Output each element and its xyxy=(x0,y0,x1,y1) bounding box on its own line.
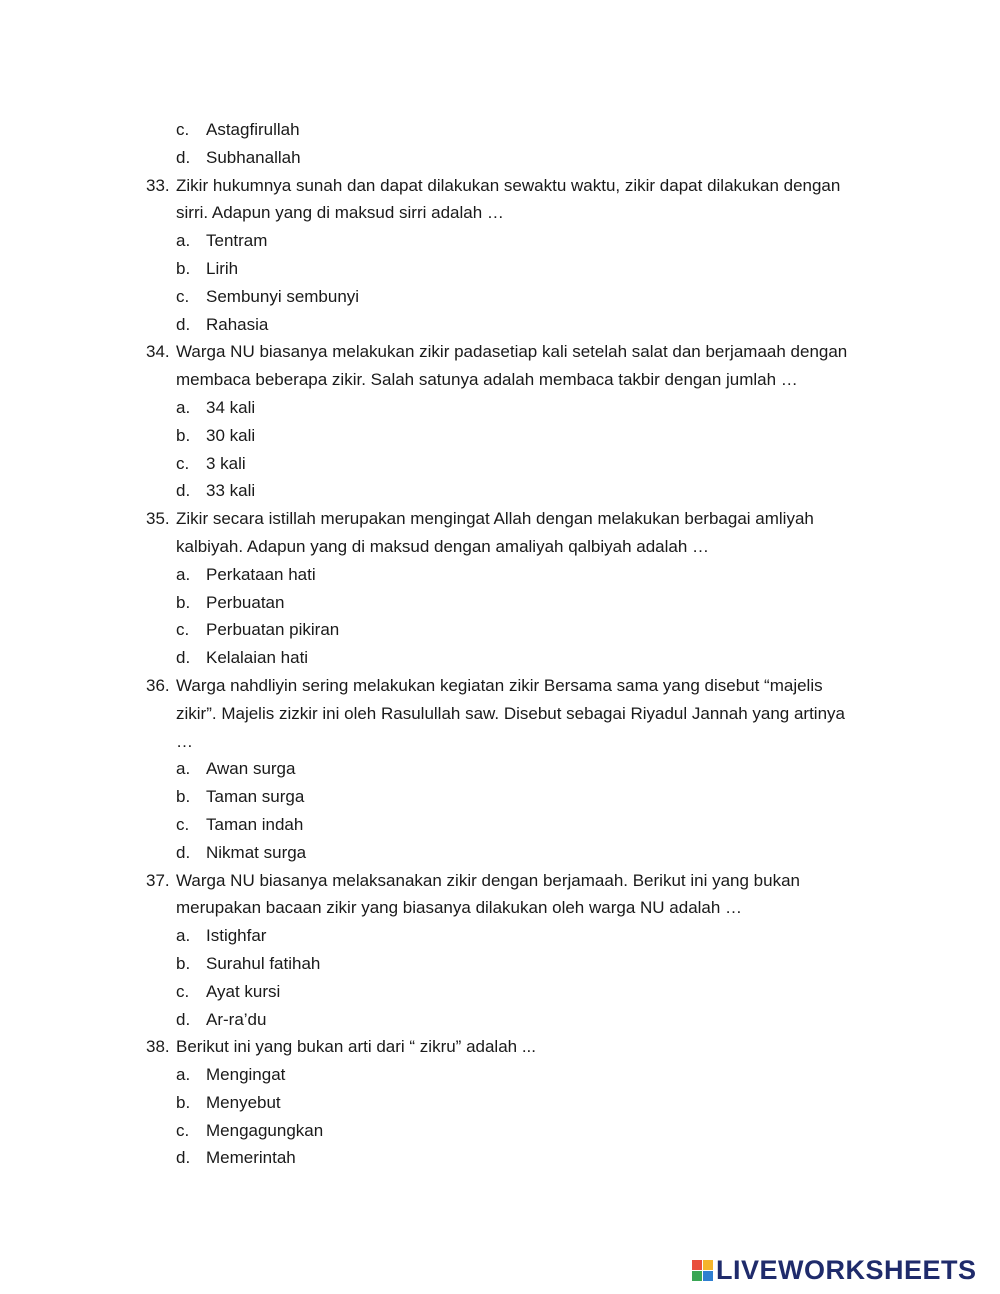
question-line-continued: membaca beberapa zikir. Salah satunya adalah membaca takbir dengan jumlah … xyxy=(176,370,798,390)
option-text: Lirih xyxy=(206,258,239,278)
option-letter: d. xyxy=(176,147,191,167)
answer-option xyxy=(146,950,886,978)
answer-option xyxy=(146,561,886,589)
logo-square xyxy=(703,1271,713,1281)
option-text: Tentram xyxy=(206,231,268,251)
question-line-continued: sirri. Adapun yang di maksud sirri adalah … xyxy=(176,203,504,223)
option-letter: b. xyxy=(176,592,191,612)
answer-option xyxy=(146,1061,886,1089)
question-number: 37. xyxy=(146,870,170,890)
option-letter: b. xyxy=(176,787,191,807)
option-text: Taman indah xyxy=(206,814,304,834)
option-text: Kelalaian hati xyxy=(206,648,309,668)
option-letter: a. xyxy=(176,926,191,946)
option-text: Istighfar xyxy=(206,926,267,946)
question-line xyxy=(146,1033,886,1061)
option-text: Memerintah xyxy=(206,1148,296,1168)
question-line-continued: merupakan bacaan zikir yang biasanya dilakukan oleh warga NU adalah … xyxy=(176,898,743,918)
answer-option xyxy=(146,116,886,144)
answer-option xyxy=(146,1006,886,1034)
question-block xyxy=(146,1033,886,1172)
option-text: Perkataan hati xyxy=(206,564,316,584)
question-block xyxy=(146,172,886,339)
option-text: Ar-ra’du xyxy=(206,1009,267,1029)
liveworksheets-logo-icon xyxy=(692,1260,713,1281)
answer-option xyxy=(146,144,886,172)
option-letter: b. xyxy=(176,1092,191,1112)
option-letter: c. xyxy=(176,1120,190,1140)
answer-option xyxy=(146,616,886,644)
question-block xyxy=(146,867,886,1034)
question-text: Warga NU biasanya melakukan zikir padasetiap kali setelah salat dan berjamaah dengan xyxy=(176,342,848,362)
option-letter: d. xyxy=(176,314,191,334)
option-letter: a. xyxy=(176,231,191,251)
option-text: Awan surga xyxy=(206,759,296,779)
option-letter: d. xyxy=(176,1009,191,1029)
option-letter: a. xyxy=(176,397,191,417)
question-block xyxy=(146,505,886,672)
option-text: Astagfirullah xyxy=(206,120,300,139)
answer-option xyxy=(146,311,886,339)
question-line-continued: … xyxy=(176,731,193,751)
question-number: 36. xyxy=(146,675,170,695)
option-text: Nikmat surga xyxy=(206,842,307,862)
option-text: Perbuatan pikiran xyxy=(206,620,340,640)
answer-option xyxy=(146,839,886,867)
question-block xyxy=(146,672,886,867)
option-letter: b. xyxy=(176,425,191,445)
answer-option xyxy=(146,1144,886,1172)
option-letter: c. xyxy=(176,814,190,834)
question-line-continued: zikir”. Majelis zizkir ini oleh Rasulullah saw. Disebut sebagai Riyadul Jannah yang artinya xyxy=(176,703,845,723)
logo-square xyxy=(703,1260,713,1270)
answer-option xyxy=(146,1117,886,1145)
option-letter: a. xyxy=(176,759,191,779)
question-text: Zikir secara istillah merupakan mengingat Allah dengan melakukan berbagai amliyah xyxy=(176,509,814,529)
answer-option xyxy=(146,394,886,422)
logo-square xyxy=(692,1271,702,1281)
question-line xyxy=(146,672,886,700)
option-text: 3 kali xyxy=(206,453,246,473)
option-letter: b. xyxy=(176,258,191,278)
option-text: Surahul fatihah xyxy=(206,953,321,973)
option-text: Ayat kursi xyxy=(206,981,281,1001)
option-letter: c. xyxy=(176,286,190,306)
question-text: Warga nahdliyin sering melakukan kegiatan zikir Bersama sama yang disebut “majelis xyxy=(176,675,823,695)
question-number: 35. xyxy=(146,509,170,529)
option-letter: d. xyxy=(176,842,191,862)
option-text: Mengingat xyxy=(206,1065,286,1085)
option-text: Perbuatan xyxy=(206,592,285,612)
question-text: Zikir hukumnya sunah dan dapat dilakukan sewaktu waktu, zikir dapat dilakukan dengan xyxy=(176,175,841,195)
option-text: Subhanallah xyxy=(206,147,301,167)
option-letter: d. xyxy=(176,481,191,501)
question-list xyxy=(146,116,886,1172)
option-text: Rahasia xyxy=(206,314,269,334)
answer-option xyxy=(146,450,886,478)
question-line xyxy=(146,867,886,895)
question-block xyxy=(146,116,886,172)
option-letter: c. xyxy=(176,981,190,1001)
answer-option xyxy=(146,922,886,950)
question-line xyxy=(146,338,886,366)
option-text: 34 kali xyxy=(206,397,256,417)
answer-option xyxy=(146,422,886,450)
option-text: 33 kali xyxy=(206,481,256,501)
question-number: 33. xyxy=(146,175,170,195)
question-text: Warga NU biasanya melaksanakan zikir dengan berjamaah. Berikut ini yang bukan xyxy=(176,870,800,890)
liveworksheets-logo xyxy=(692,1255,977,1285)
option-text: Mengagungkan xyxy=(206,1120,324,1140)
answer-option xyxy=(146,978,886,1006)
answer-option xyxy=(146,1089,886,1117)
question-line xyxy=(146,172,886,200)
answer-option xyxy=(146,227,886,255)
question-number: 38. xyxy=(146,1037,170,1057)
option-letter: d. xyxy=(176,1148,191,1168)
option-text: Taman surga xyxy=(206,787,305,807)
answer-option xyxy=(146,477,886,505)
question-line-continued: kalbiyah. Adapun yang di maksud dengan amaliyah qalbiyah adalah … xyxy=(176,536,710,556)
answer-option xyxy=(146,255,886,283)
logo-text: LIVEWORKSHEETS xyxy=(716,1254,977,1285)
question-text: Berikut ini yang bukan arti dari “ zikru” adalah ... xyxy=(176,1037,537,1057)
answer-option xyxy=(146,589,886,617)
answer-option xyxy=(146,755,886,783)
option-letter: c. xyxy=(176,620,190,640)
option-text: Menyebut xyxy=(206,1092,281,1112)
logo-square xyxy=(692,1260,702,1270)
answer-option xyxy=(146,644,886,672)
option-text: 30 kali xyxy=(206,425,256,445)
option-text: Sembunyi sembunyi xyxy=(206,286,360,306)
option-letter: c. xyxy=(176,120,190,139)
answer-option xyxy=(146,283,886,311)
option-letter: b. xyxy=(176,953,191,973)
option-letter: c. xyxy=(176,453,190,473)
option-letter: a. xyxy=(176,564,191,584)
answer-option xyxy=(146,811,886,839)
answer-option xyxy=(146,783,886,811)
option-letter: d. xyxy=(176,648,191,668)
question-line xyxy=(146,505,886,533)
option-letter: a. xyxy=(176,1065,191,1085)
question-number: 34. xyxy=(146,342,170,362)
question-block xyxy=(146,338,886,505)
